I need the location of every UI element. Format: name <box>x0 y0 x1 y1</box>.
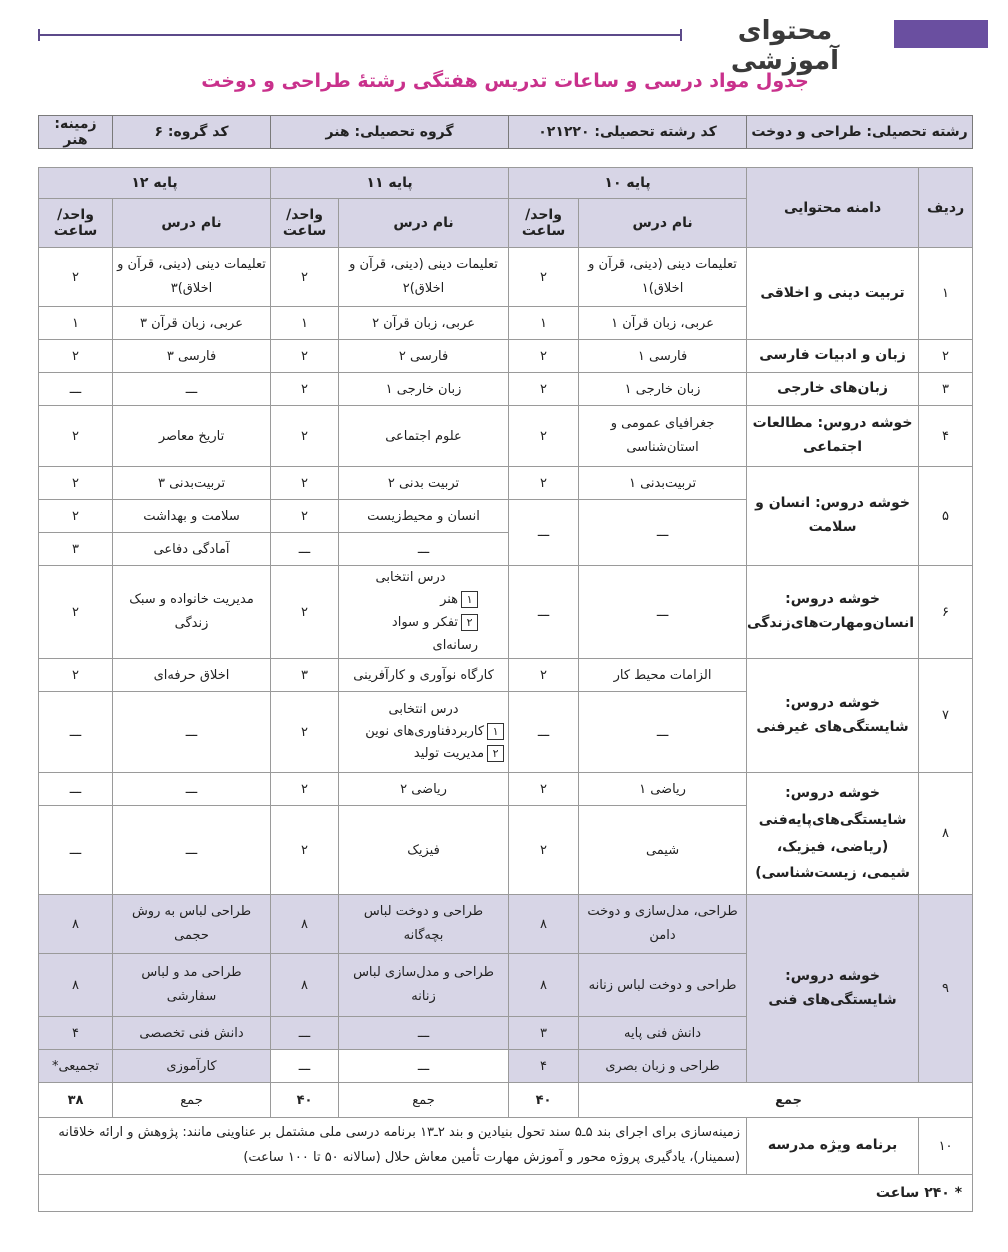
hours-cell: ۲ <box>271 467 339 500</box>
course-cell: طراحی مد و لباس سفارشی <box>113 954 271 1017</box>
course-cell: تعلیمات دینی (دینی، قرآن و اخلاق)۳ <box>113 248 271 307</box>
option-number: ۲ <box>461 614 478 631</box>
col-row: ردیف <box>919 168 973 248</box>
table-row <box>39 373 973 406</box>
hours-cell: ۲ <box>509 773 579 806</box>
course-cell: ـــ <box>113 692 271 773</box>
hours-cell: ۳ <box>271 659 339 692</box>
hours-cell: ۲ <box>271 692 339 773</box>
course-cell: فارسی ۳ <box>113 340 271 373</box>
course-cell: تربیت بدنی ۲ <box>339 467 509 500</box>
header-rule <box>40 34 680 36</box>
hours-cell: ـــ <box>271 1017 339 1050</box>
course-cell: طراحی و دوخت لباس زنانه <box>579 954 747 1017</box>
total-cell: جمع <box>339 1083 509 1118</box>
field-area: زمینه: هنر <box>39 116 113 149</box>
course-cell: تعلیمات دینی (دینی، قرآن و اخلاق)۱ <box>579 248 747 307</box>
hours-cell: ۲ <box>271 773 339 806</box>
hours-cell: ـــ <box>509 692 579 773</box>
hours-cell: ۲ <box>39 340 113 373</box>
domain-cell: برنامه ویژه مدرسه <box>747 1118 919 1175</box>
school-program-text: زمینه‌سازی برای اجرای بند ۵ـ۵ سند تحول بنیادین و بند ۲ـ۱۳ برنامه درسی ملی مشتمل بر عناوینی مانند: پژوهش و ارائه خلاقانه (سمینار)، یادگیری پروژه محور و آموزش مهارت تأمین معاش حلال (سالانه ۵۰ تا ۱۰۰ ساعت) <box>39 1118 747 1175</box>
course-cell: ـــ <box>113 773 271 806</box>
course-cell: تربیت‌بدنی ۱ <box>579 467 747 500</box>
hours-cell: ۲ <box>271 566 339 659</box>
page-header-title: محتوای آموزشی <box>730 16 840 76</box>
hours-cell: ۸ <box>271 954 339 1017</box>
hours-cell: ۲ <box>271 806 339 895</box>
hours-cell: ۲ <box>271 500 339 533</box>
col-course-12: نام درس <box>113 199 271 248</box>
col-grade12: پایه ۱۲ <box>39 168 271 199</box>
course-cell: جغرافیای عمومی و استان‌شناسی <box>579 406 747 467</box>
hours-cell: ۸ <box>509 954 579 1017</box>
row-number: ۷ <box>919 659 973 773</box>
hours-cell: ۸ <box>39 954 113 1017</box>
hours-cell: ۲ <box>39 467 113 500</box>
total-hours-12: ۳۸ <box>39 1083 113 1118</box>
domain-cell: خوشه دروس: انسان‌ومهارت‌های‌زندگی <box>747 566 919 659</box>
hours-cell: ۲ <box>39 248 113 307</box>
hours-cell: ـــ <box>39 773 113 806</box>
col-unit-12: واحد/ ساعت <box>39 199 113 248</box>
domain-cell: خوشه دروس: شایستگی‌های‌پایه‌فنی (ریاضی، فیزیک، شیمی، زیست‌شناسی) <box>747 773 919 895</box>
course-cell: طراحی و زبان بصری <box>579 1050 747 1083</box>
table-row <box>39 659 973 692</box>
course-cell: تعلیمات دینی (دینی، قرآن و اخلاق)۲ <box>339 248 509 307</box>
col-course-11: نام درس <box>339 199 509 248</box>
course-cell: اخلاق حرفه‌ای <box>113 659 271 692</box>
course-cell: ریاضی ۲ <box>339 773 509 806</box>
field-info-table <box>38 115 973 149</box>
hours-cell: ۲ <box>509 806 579 895</box>
hours-cell: ۲ <box>39 566 113 659</box>
domain-cell: تربیت دینی و اخلاقی <box>747 248 919 340</box>
course-cell: دانش فنی پایه <box>579 1017 747 1050</box>
course-cell: سلامت و بهداشت <box>113 500 271 533</box>
option-label: تفکر و سواد رسانه‌ای <box>391 615 479 653</box>
col-grade11: پایه ۱۱ <box>271 168 509 199</box>
hours-cell: ـــ <box>39 806 113 895</box>
row-number: ۹ <box>919 895 973 1083</box>
domain-cell: زبان و ادبیات فارسی <box>747 340 919 373</box>
course-cell: طراحی لباس به روش حجمی <box>113 895 271 954</box>
hours-cell: ـــ <box>509 500 579 566</box>
hours-cell: ۲ <box>509 467 579 500</box>
course-cell: زبان خارجی ۱ <box>339 373 509 406</box>
elective-cell <box>339 692 509 773</box>
header-accent-block <box>894 20 988 48</box>
row-number: ۴ <box>919 406 973 467</box>
field-group: گروه تحصیلی: هنر <box>271 116 509 149</box>
course-cell: عربی، زبان قرآن ۲ <box>339 307 509 340</box>
course-cell: فارسی ۱ <box>579 340 747 373</box>
total-hours-11: ۴۰ <box>271 1083 339 1118</box>
course-cell: فارسی ۲ <box>339 340 509 373</box>
course-cell: طراحی، مدل‌سازی و دوخت دامن <box>579 895 747 954</box>
col-course-10: نام درس <box>579 199 747 248</box>
row-number: ۵ <box>919 467 973 566</box>
elective-option <box>343 743 504 765</box>
hours-cell: ۳ <box>39 533 113 566</box>
field-info-row <box>39 116 973 149</box>
course-cell: ـــ <box>579 566 747 659</box>
row-number: ۳ <box>919 373 973 406</box>
hours-cell: ۴ <box>39 1017 113 1050</box>
hours-cell: ۱ <box>271 307 339 340</box>
document-title: جدول مواد درسی و ساعات تدریس هفتگی رشتۀ طراحی و دوخت <box>201 70 809 92</box>
course-cell: دانش فنی تخصصی <box>113 1017 271 1050</box>
hours-cell: ۲ <box>509 373 579 406</box>
course-cell: طراحی و مدل‌سازی لباس زنانه <box>339 954 509 1017</box>
course-cell: عربی، زبان قرآن ۱ <box>579 307 747 340</box>
hours-cell: ـــ <box>39 373 113 406</box>
course-cell: عربی، زبان قرآن ۳ <box>113 307 271 340</box>
table-row <box>39 773 973 806</box>
course-cell: زبان خارجی ۱ <box>579 373 747 406</box>
course-cell: فیزیک <box>339 806 509 895</box>
table-row <box>39 248 973 307</box>
hours-cell: ۳ <box>509 1017 579 1050</box>
hours-cell: ۲ <box>39 659 113 692</box>
col-unit-10: واحد/ ساعت <box>509 199 579 248</box>
footnote: * ۲۴۰ ساعت <box>39 1175 973 1212</box>
option-number: ۲ <box>487 745 504 762</box>
option-label: هنر <box>440 592 459 608</box>
field-code: کد رشته تحصیلی: ۰۲۱۲۲۰ <box>509 116 747 149</box>
hours-cell: ۸ <box>271 895 339 954</box>
row-number: ۱ <box>919 248 973 340</box>
table-row <box>39 467 973 500</box>
course-cell: ـــ <box>339 533 509 566</box>
domain-cell: زبان‌های خارجی <box>747 373 919 406</box>
col-grade10: پایه ۱۰ <box>509 168 747 199</box>
table-row <box>39 406 973 467</box>
row-number: ۸ <box>919 773 973 895</box>
course-cell: طراحی و دوخت لباس بچه‌گانه <box>339 895 509 954</box>
table-row <box>39 1118 973 1175</box>
row-number: ۱۰ <box>919 1118 973 1175</box>
domain-cell: خوشه دروس: مطالعات اجتماعی <box>747 406 919 467</box>
hours-cell: تجمیعی* <box>39 1050 113 1083</box>
course-cell: ـــ <box>339 1017 509 1050</box>
hours-cell: ۲ <box>509 659 579 692</box>
elective-option <box>343 612 478 658</box>
course-cell: انسان و محیط‌زیست <box>339 500 509 533</box>
footnote-row <box>39 1175 973 1212</box>
hours-cell: ۲ <box>271 406 339 467</box>
course-cell: ریاضی ۱ <box>579 773 747 806</box>
course-cell: علوم اجتماعی <box>339 406 509 467</box>
hours-cell: ـــ <box>509 566 579 659</box>
option-label: مدیریت تولید <box>413 746 485 762</box>
domain-cell: خوشه دروس: انسان و سلامت <box>747 467 919 566</box>
course-cell: ـــ <box>113 373 271 406</box>
hours-cell: ۲ <box>39 406 113 467</box>
col-domain: دامنه محتوایی <box>747 168 919 248</box>
hours-cell: ۲ <box>271 248 339 307</box>
hours-cell: ۲ <box>509 340 579 373</box>
domain-cell: خوشه دروس: شایستگی‌های فنی <box>747 895 919 1083</box>
hours-cell: ۲ <box>509 406 579 467</box>
total-hours-10: ۴۰ <box>509 1083 579 1118</box>
hours-cell: ۸ <box>509 895 579 954</box>
row-number: ۲ <box>919 340 973 373</box>
option-number: ۱ <box>487 723 504 740</box>
total-label: جمع <box>579 1083 973 1118</box>
total-cell: جمع <box>113 1083 271 1118</box>
table-row <box>39 340 973 373</box>
elective-cell <box>339 566 509 659</box>
hours-cell: ۱ <box>509 307 579 340</box>
elective-title: درس انتخابی <box>375 569 446 585</box>
course-cell: ـــ <box>339 1050 509 1083</box>
domain-cell: خوشه دروس: شایستگی‌های غیرفنی <box>747 659 919 773</box>
hours-cell: ۲ <box>271 340 339 373</box>
option-number: ۱ <box>461 591 478 608</box>
hours-cell: ـــ <box>271 1050 339 1083</box>
hours-cell: ۸ <box>39 895 113 954</box>
option-label: کاربردفناوری‌های نوین <box>365 723 485 739</box>
course-cell: ـــ <box>579 692 747 773</box>
elective-option <box>343 589 478 612</box>
hours-cell: ۱ <box>39 307 113 340</box>
course-cell: شیمی <box>579 806 747 895</box>
course-cell: الزامات محیط کار <box>579 659 747 692</box>
course-cell: کارآموزی <box>113 1050 271 1083</box>
hours-cell: ۲ <box>271 373 339 406</box>
table-row <box>39 566 973 659</box>
course-cell: ـــ <box>579 500 747 566</box>
course-cell: تاریخ معاصر <box>113 406 271 467</box>
hours-cell: ـــ <box>39 692 113 773</box>
course-cell: ـــ <box>113 806 271 895</box>
row-number: ۶ <box>919 566 973 659</box>
field-name: رشته تحصیلی: طراحی و دوخت <box>747 116 973 149</box>
total-row <box>39 1083 973 1118</box>
course-cell: آمادگی دفاعی <box>113 533 271 566</box>
header-row <box>39 168 973 199</box>
elective-option <box>343 721 504 743</box>
hours-cell: ۴ <box>509 1050 579 1083</box>
elective-title: درس انتخابی <box>388 701 459 717</box>
hours-cell: ۲ <box>39 500 113 533</box>
course-cell: مدیریت خانواده و سبک زندگی <box>113 566 271 659</box>
col-unit-11: واحد/ ساعت <box>271 199 339 248</box>
course-cell: کارگاه نوآوری و کارآفرینی <box>339 659 509 692</box>
table-row <box>39 895 973 954</box>
hours-cell: ـــ <box>271 533 339 566</box>
course-cell: تربیت‌بدنی ۳ <box>113 467 271 500</box>
group-code: کد گروه: ۶ <box>113 116 271 149</box>
curriculum-table <box>38 167 973 1212</box>
hours-cell: ۲ <box>509 248 579 307</box>
